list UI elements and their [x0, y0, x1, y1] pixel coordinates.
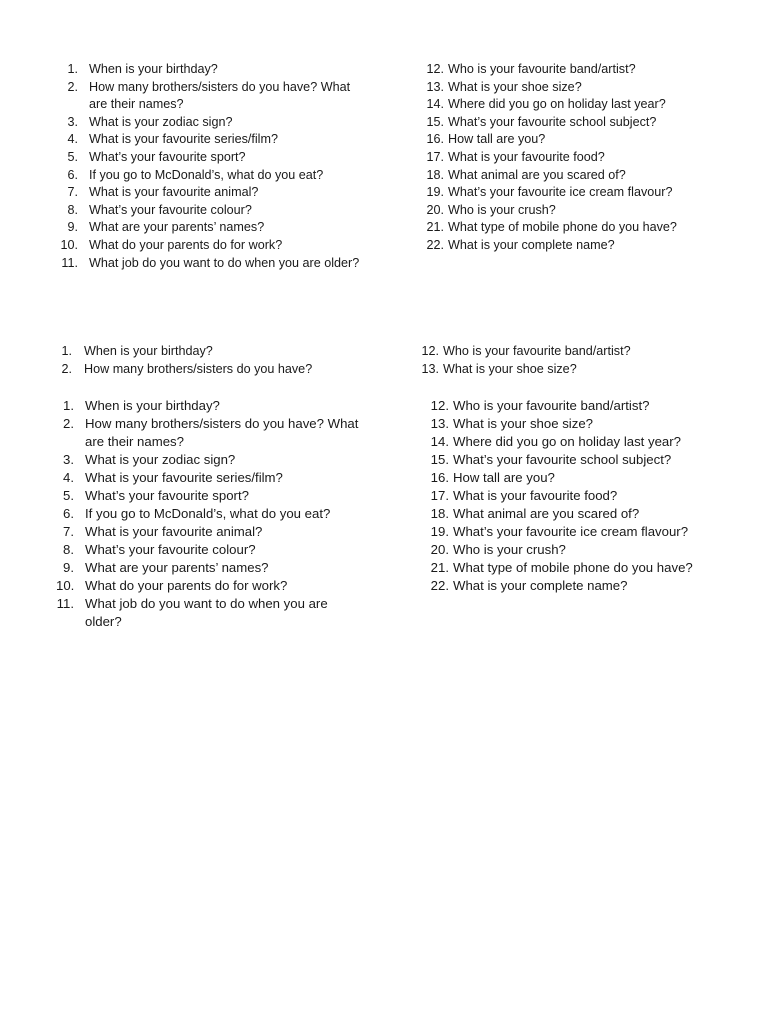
list-item: [422, 79, 722, 97]
item-number: 13.: [430, 416, 449, 431]
item-number: 19.: [426, 185, 444, 200]
list-item: [56, 361, 356, 379]
question-list-block2-left: [56, 343, 356, 378]
question-text: What is your favourite food?: [448, 149, 605, 164]
list-item: [60, 219, 360, 237]
list-item: [422, 219, 722, 237]
list-item: [60, 167, 360, 185]
list-item: [56, 541, 366, 559]
question-text: What type of mobile phone do you have?: [448, 220, 677, 235]
list-item: [56, 469, 366, 487]
question-text: What is your zodiac sign?: [89, 114, 233, 129]
question-text: What job do you want to do when you are older?: [89, 255, 360, 270]
list-item: [60, 114, 360, 132]
item-number: 14.: [430, 434, 449, 449]
list-item: [417, 361, 717, 379]
question-text: What job do you want to do when you are older?: [85, 596, 328, 629]
item-number: 1.: [67, 62, 78, 76]
item-number: 2.: [61, 361, 72, 376]
question-list-block2-right: [417, 343, 717, 378]
item-number: 5.: [63, 488, 74, 503]
item-number: 16.: [430, 470, 449, 485]
list-item: [56, 343, 356, 361]
list-item: [422, 96, 722, 114]
item-number: 11.: [61, 255, 78, 270]
list-item: [422, 202, 722, 220]
question-text: Who is your favourite band/artist?: [448, 62, 636, 76]
item-number: 12.: [426, 62, 444, 76]
question-text: Who is your crush?: [453, 542, 566, 557]
question-text: What is your favourite series/film?: [85, 470, 283, 485]
question-text: What’s your favourite school subject?: [453, 452, 672, 467]
item-number: 7.: [63, 524, 74, 539]
question-text: What is your favourite animal?: [85, 524, 263, 539]
item-number: 15.: [426, 114, 444, 129]
item-number: 14.: [426, 97, 444, 112]
question-text: What do your parents do for work?: [89, 237, 283, 252]
question-text: How many brothers/sisters do you have? What are their names?: [85, 416, 359, 449]
list-item: [60, 61, 360, 79]
item-number: 18.: [430, 506, 449, 521]
question-text: Who is your favourite band/artist?: [443, 344, 631, 358]
item-number: 3.: [67, 114, 78, 129]
list-item: [60, 184, 360, 202]
question-text: When is your birthday?: [89, 62, 218, 76]
question-text: What are your parents’ names?: [89, 220, 265, 235]
question-text: How tall are you?: [453, 470, 555, 485]
item-number: 1.: [61, 344, 72, 358]
list-item: [56, 523, 366, 541]
question-text: What are your parents’ names?: [85, 560, 269, 575]
list-item: [422, 131, 722, 149]
question-list-block1-right: [422, 61, 722, 255]
item-number: 9.: [67, 220, 78, 235]
item-number: 21.: [426, 220, 444, 235]
item-number: 1.: [63, 398, 74, 413]
item-number: 11.: [56, 596, 74, 611]
list-item: [426, 469, 726, 487]
list-item: [426, 415, 726, 433]
list-item: [426, 487, 726, 505]
list-item: [426, 397, 726, 415]
question-text: What is your shoe size?: [448, 79, 582, 94]
question-text: What is your favourite series/film?: [89, 132, 278, 147]
list-item: [417, 343, 717, 361]
question-text: Who is your crush?: [448, 202, 556, 217]
item-number: 22.: [426, 237, 444, 252]
list-item: [60, 237, 360, 255]
item-number: 17.: [430, 488, 449, 503]
question-text: If you go to McDonald’s, what do you eat?: [85, 506, 331, 521]
item-number: 12.: [430, 398, 449, 413]
item-number: 8.: [63, 542, 74, 557]
list-item: [56, 451, 366, 469]
question-text: What animal are you scared of?: [448, 167, 626, 182]
list-item: [426, 559, 726, 577]
question-text: What is your favourite food?: [453, 488, 618, 503]
question-text: Where did you go on holiday last year?: [448, 97, 666, 112]
item-number: 7.: [67, 185, 78, 200]
question-text: What is your complete name?: [448, 237, 615, 252]
item-number: 6.: [67, 167, 78, 182]
item-number: 2.: [67, 79, 78, 94]
list-item: [422, 237, 722, 255]
item-number: 4.: [67, 132, 78, 147]
item-number: 20.: [426, 202, 444, 217]
item-number: 10.: [60, 237, 78, 252]
item-number: 12.: [421, 344, 439, 358]
item-number: 15.: [430, 452, 449, 467]
question-text: What’s your favourite sport?: [85, 488, 249, 503]
question-text: What is your shoe size?: [443, 361, 577, 376]
list-item: [56, 559, 366, 577]
question-text: When is your birthday?: [85, 398, 220, 413]
question-text: What is your shoe size?: [453, 416, 593, 431]
question-text: What’s your favourite ice cream flavour?: [448, 185, 673, 200]
item-number: 13.: [426, 79, 444, 94]
list-item: [56, 415, 366, 451]
question-list-block1-left: [60, 61, 360, 272]
item-number: 10.: [56, 578, 75, 593]
question-text: What’s your favourite school subject?: [448, 114, 657, 129]
question-text: What animal are you scared of?: [453, 506, 640, 521]
item-number: 4.: [63, 470, 74, 485]
question-text: What type of mobile phone do you have?: [453, 560, 693, 575]
list-item: [422, 184, 722, 202]
list-item: [422, 149, 722, 167]
question-text: Who is your favourite band/artist?: [453, 398, 650, 413]
item-number: 20.: [430, 542, 449, 557]
list-item: [426, 523, 726, 541]
list-item: [422, 167, 722, 185]
question-text: What’s your favourite colour?: [85, 542, 256, 557]
question-text: When is your birthday?: [84, 344, 213, 358]
list-item: [426, 505, 726, 523]
question-text: What do your parents do for work?: [85, 578, 288, 593]
item-number: 6.: [63, 506, 74, 521]
question-text: What’s your favourite ice cream flavour?: [453, 524, 689, 539]
item-number: 22.: [430, 578, 449, 593]
list-item: [60, 79, 360, 114]
question-text: What is your complete name?: [453, 578, 628, 593]
list-item: [426, 433, 726, 451]
item-number: 19.: [430, 524, 449, 539]
list-item: [56, 505, 366, 523]
question-text: Where did you go on holiday last year?: [453, 434, 681, 449]
list-item: [422, 61, 722, 79]
item-number: 2.: [63, 416, 74, 431]
list-item: [60, 255, 360, 273]
list-item: [60, 149, 360, 167]
item-number: 21.: [430, 560, 449, 575]
question-text: If you go to McDonald’s, what do you eat?: [89, 167, 324, 182]
question-list-block3-left: [56, 397, 366, 631]
question-text: What is your zodiac sign?: [85, 452, 236, 467]
item-number: 18.: [426, 167, 444, 182]
list-item: [60, 131, 360, 149]
list-item: [56, 397, 366, 415]
question-text: What’s your favourite colour?: [89, 202, 252, 217]
list-item: [56, 595, 366, 631]
question-text: How many brothers/sisters do you have?: [84, 361, 313, 376]
item-number: 13.: [421, 361, 439, 376]
list-item: [56, 487, 366, 505]
list-item: [422, 114, 722, 132]
list-item: [60, 202, 360, 220]
item-number: 3.: [63, 452, 74, 467]
item-number: 17.: [426, 149, 444, 164]
list-item: [426, 541, 726, 559]
question-text: How tall are you?: [448, 132, 546, 147]
question-list-block3-right: [426, 397, 726, 595]
question-text: What’s your favourite sport?: [89, 149, 246, 164]
list-item: [426, 577, 726, 595]
list-item: [56, 577, 366, 595]
item-number: 5.: [67, 149, 78, 164]
item-number: 9.: [63, 560, 74, 575]
item-number: 16.: [426, 132, 444, 147]
question-text: What is your favourite animal?: [89, 185, 259, 200]
list-item: [426, 451, 726, 469]
item-number: 8.: [67, 202, 78, 217]
question-text: How many brothers/sisters do you have? What are their names?: [89, 79, 351, 112]
